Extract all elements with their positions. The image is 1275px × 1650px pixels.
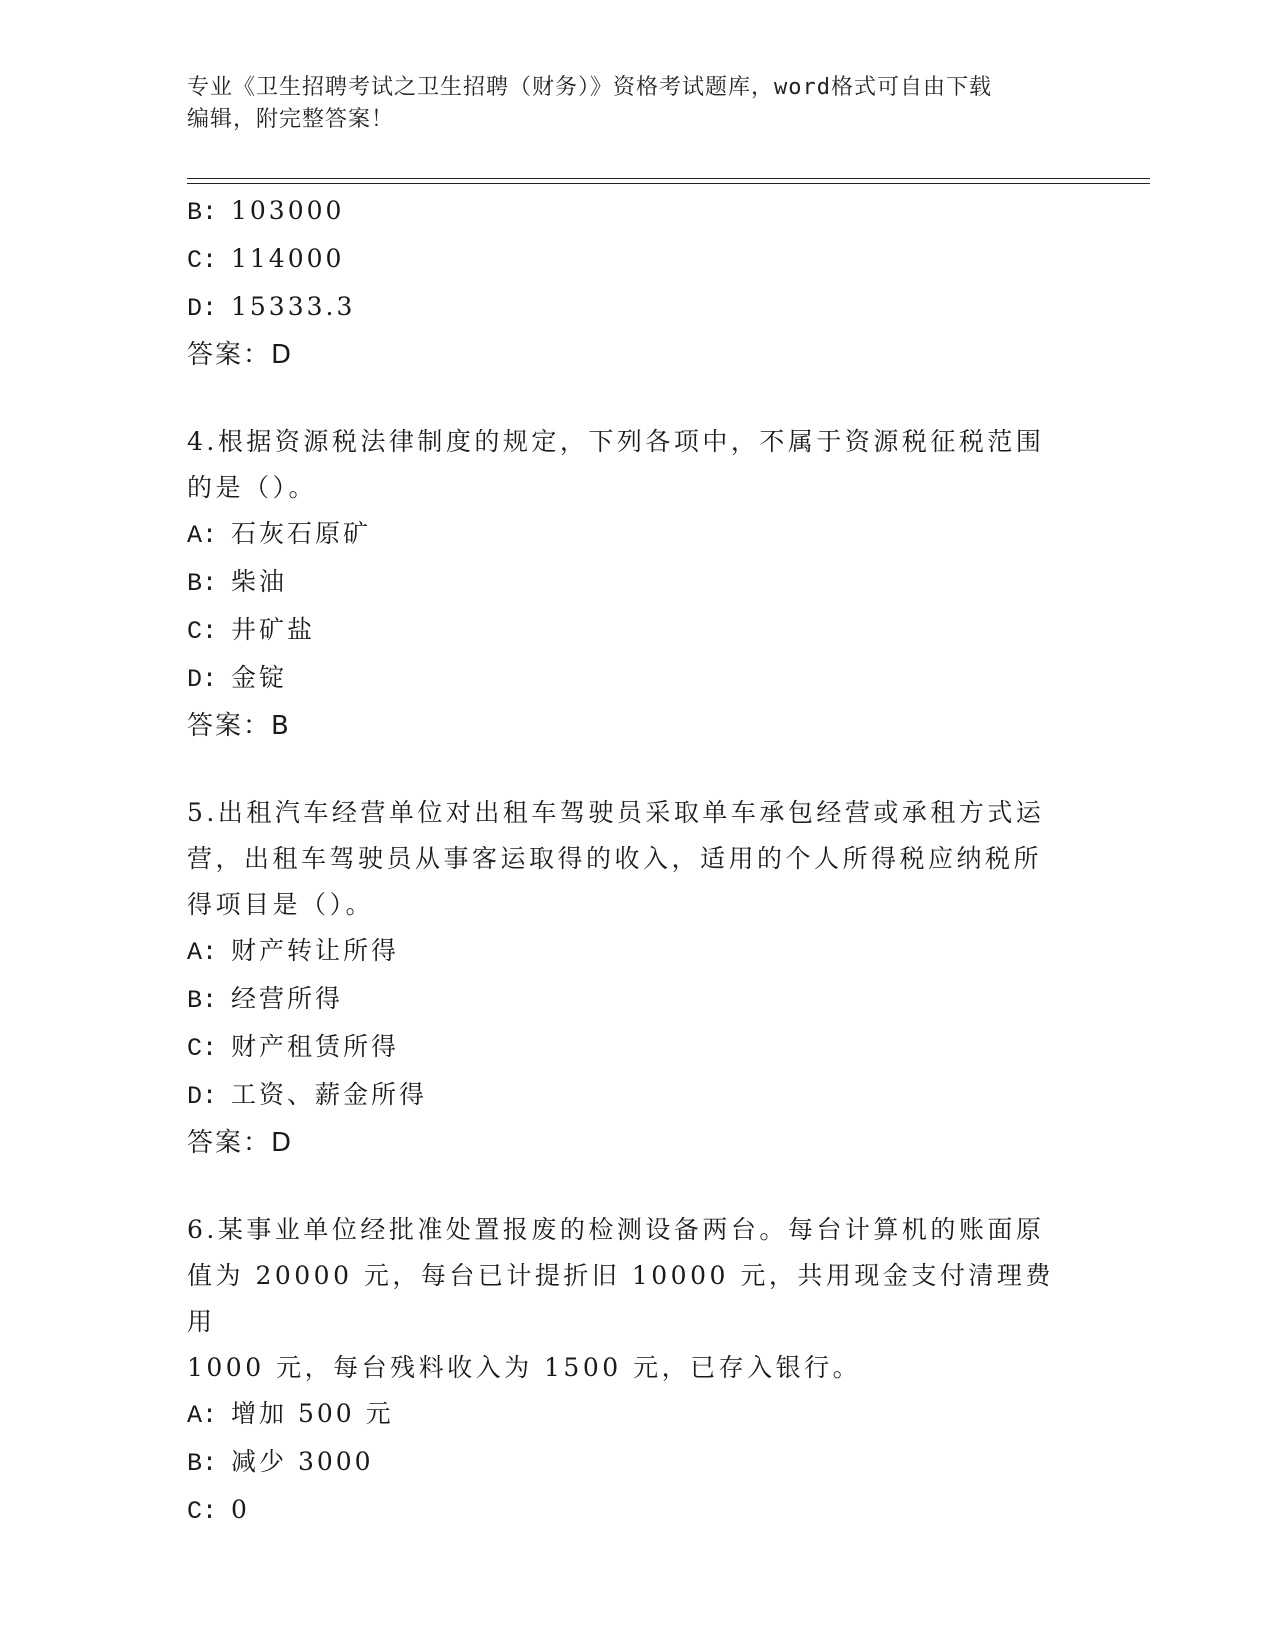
option-letter: B: — [187, 1449, 218, 1478]
option-letter: B: — [187, 569, 218, 598]
question-stem — [187, 1207, 1067, 1391]
question-5 — [187, 790, 1067, 1166]
option-text: 财产转让所得 — [231, 936, 400, 965]
option-text: 经营所得 — [231, 984, 344, 1013]
question-stem-line: 4.根据资源税法律制度的规定，下列各项中，不属于资源税征税范围 — [187, 427, 1045, 456]
header-line-2: 编辑，附完整答案！ — [187, 107, 395, 132]
option-text: 减少 3000 — [231, 1447, 374, 1476]
question-stem-line: 6.某事业单位经批准处置报废的检测设备两台。每台计算机的账面原 — [187, 1215, 1045, 1244]
option-letter: C: — [187, 246, 218, 275]
option-a — [187, 511, 1067, 559]
option-letter: A: — [187, 1401, 218, 1430]
option-letter: C: — [187, 1497, 218, 1526]
question-4 — [187, 419, 1067, 749]
option-c — [187, 1024, 1067, 1072]
header-line-1: 专业《卫生招聘考试之卫生招聘（财务）》资格考试题库，word格式可自由下载 — [187, 75, 992, 100]
option-text: 工资、薪金所得 — [231, 1080, 428, 1109]
option-b — [187, 976, 1067, 1024]
option-a — [187, 1391, 1067, 1439]
question-stem — [187, 790, 1067, 928]
option-text: 石灰石原矿 — [231, 519, 372, 548]
option-letter: D: — [187, 294, 218, 323]
option-b — [187, 1439, 1067, 1487]
question-stem-line: 得项目是（）。 — [187, 890, 375, 919]
answer-line: 答案：D — [187, 1128, 294, 1158]
question-stem — [187, 419, 1067, 511]
option-letter: D: — [187, 1082, 218, 1111]
option-d — [187, 655, 1067, 703]
page-header — [187, 72, 1067, 136]
question-6 — [187, 1207, 1067, 1535]
option-letter: B: — [187, 198, 218, 227]
option-d — [187, 284, 1067, 332]
option-c — [187, 1487, 1067, 1535]
option-letter: C: — [187, 617, 218, 646]
option-text: 金锭 — [231, 663, 288, 692]
option-letter: C: — [187, 1034, 218, 1063]
option-letter: B: — [187, 986, 218, 1015]
option-letter: A: — [187, 938, 218, 967]
option-text: 0 — [231, 1495, 250, 1524]
option-text: 财产租赁所得 — [231, 1032, 400, 1061]
question-stem-line: 值为 20000 元，每台已计提折旧 10000 元，共用现金支付清理费用 — [187, 1261, 1054, 1336]
option-text: 103000 — [231, 196, 345, 225]
question-3 — [187, 188, 1067, 378]
answer-line: 答案：B — [187, 711, 291, 741]
question-stem-line: 1000 元，每台残料收入为 1500 元，已存入银行。 — [187, 1353, 862, 1382]
option-b — [187, 559, 1067, 607]
option-text: 柴油 — [231, 567, 288, 596]
header-divider-bottom — [187, 183, 1150, 184]
option-d — [187, 1072, 1067, 1120]
option-c — [187, 236, 1067, 284]
option-text: 114000 — [231, 244, 345, 273]
option-b — [187, 188, 1067, 236]
option-text: 井矿盐 — [231, 615, 316, 644]
question-stem-line: 5.出租汽车经营单位对出租车驾驶员采取单车承包经营或承租方式运 — [187, 798, 1045, 827]
option-text: 15333.3 — [231, 292, 356, 321]
question-stem-line: 营，出租车驾驶员从事客运取得的收入，适用的个人所得税应纳税所 — [187, 844, 1043, 873]
option-a — [187, 928, 1067, 976]
option-c — [187, 607, 1067, 655]
answer-line: 答案：D — [187, 340, 294, 370]
question-stem-line: 的是（）。 — [187, 473, 318, 502]
option-text: 增加 500 元 — [231, 1399, 394, 1428]
option-letter: A: — [187, 521, 218, 550]
header-divider-top — [187, 178, 1150, 179]
option-letter: D: — [187, 665, 218, 694]
question-list — [187, 188, 1067, 1535]
